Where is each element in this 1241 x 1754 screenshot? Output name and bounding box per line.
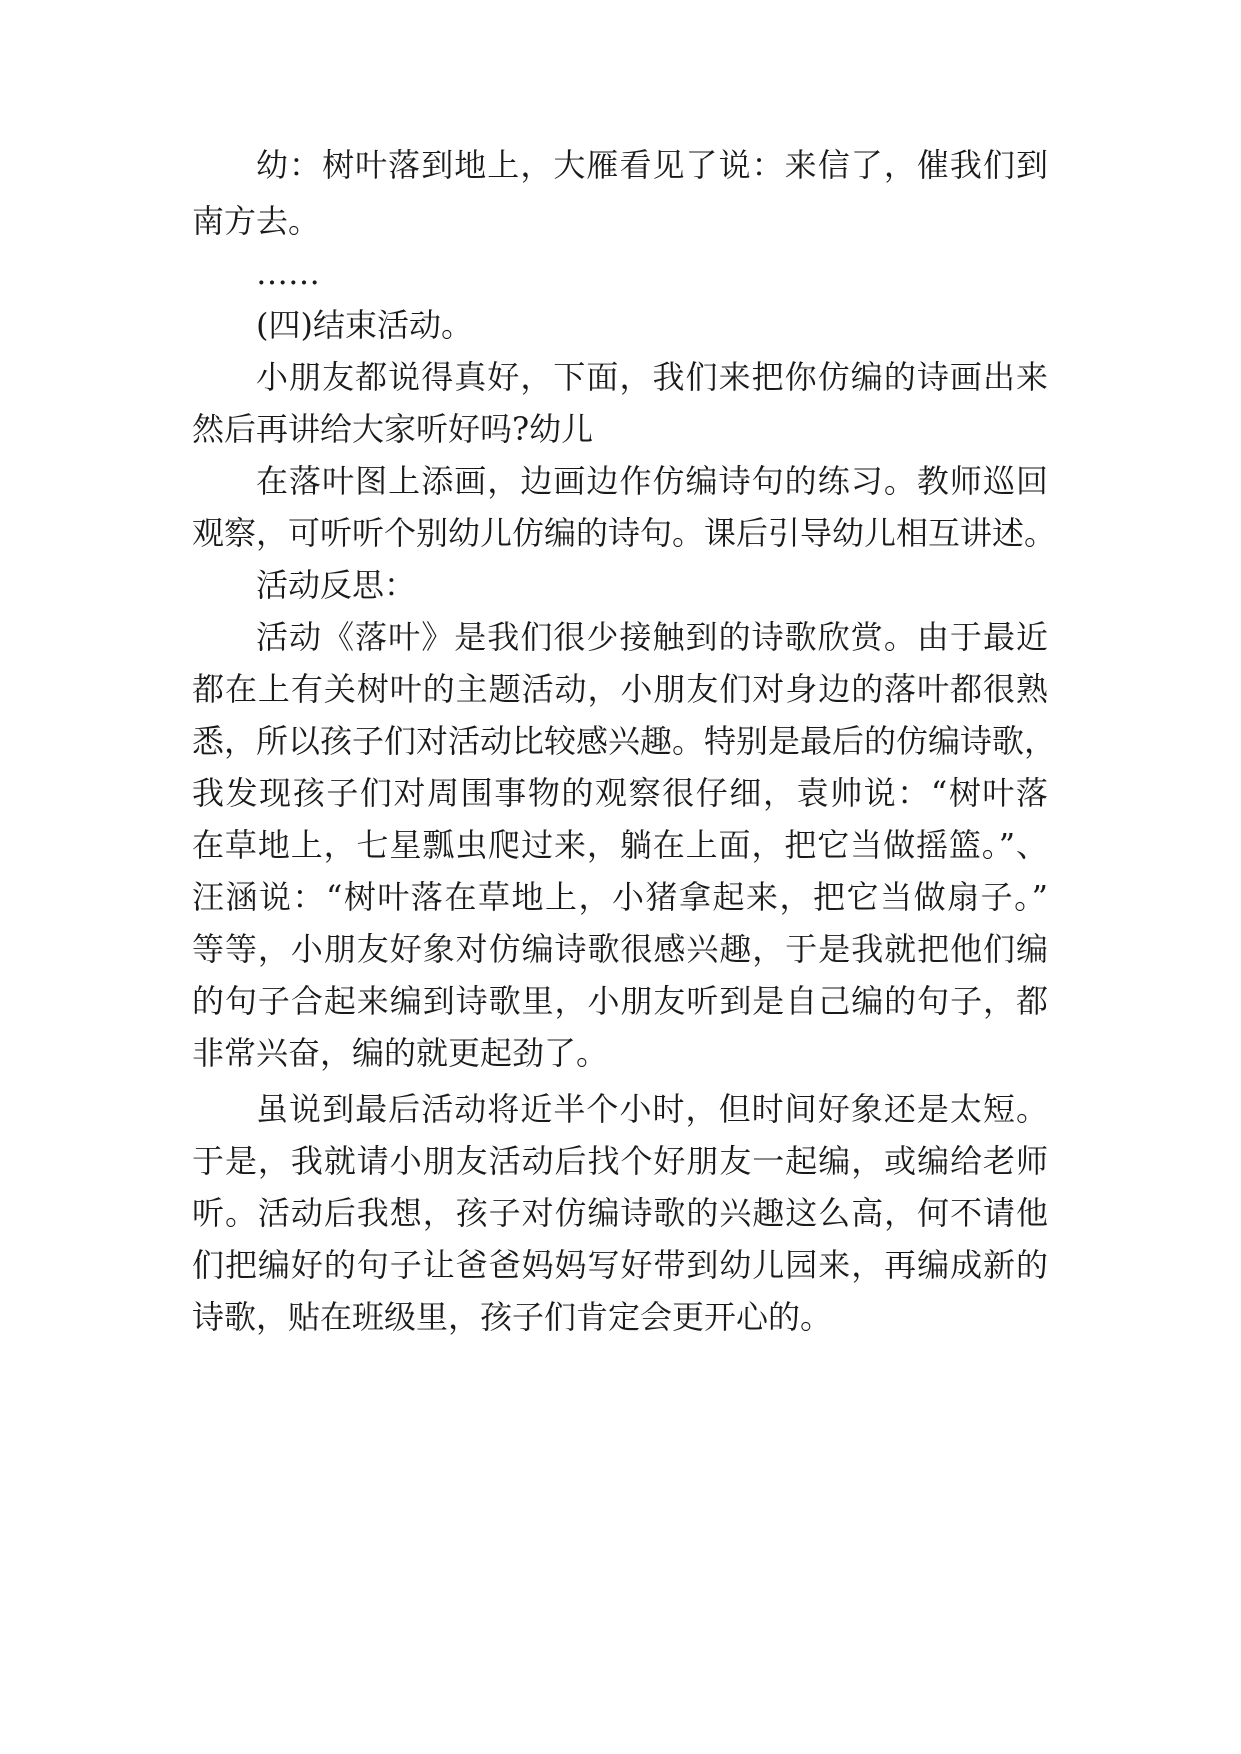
text-line: 活动《落叶》是我们很少接触到的诗歌欣赏。由于最近 [256, 618, 1048, 656]
text-line: 听。活动后我想，孩子对仿编诗歌的兴趣这么高，何不请他 [192, 1194, 1048, 1232]
text-line: 然后再讲给大家听好吗?幼儿 [192, 410, 594, 448]
text-line: 非常兴奋，编的就更起劲了。 [192, 1034, 609, 1072]
text-line: 虽说到最后活动将近半个小时，但时间好象还是太短。 [256, 1090, 1048, 1128]
section-heading: (四)结束活动。 [256, 306, 473, 344]
text-line: 幼：树叶落到地上，大雁看见了说：来信了，催我们到 [256, 146, 1048, 184]
text-line: 南方去。 [192, 202, 321, 240]
text-line: 的句子合起来编到诗歌里，小朋友听到是自己编的句子，都 [192, 982, 1048, 1020]
text-line: 等等，小朋友好象对仿编诗歌很感兴趣，于是我就把他们编 [192, 930, 1048, 968]
text-line: 们把编好的句子让爸爸妈妈写好带到幼儿园来，再编成新的 [192, 1246, 1048, 1284]
text-line: 在草地上，七星瓢虫爬过来，躺在上面，把它当做摇篮。”、 [192, 826, 1048, 864]
text-line: 我发现孩子们对周围事物的观察很仔细，袁帅说：“树叶落 [192, 774, 1048, 812]
text-line: 悉，所以孩子们对活动比较感兴趣。特别是最后的仿编诗歌， [192, 722, 1057, 760]
text-line: 于是，我就请小朋友活动后找个好朋友一起编，或编给老师 [192, 1142, 1048, 1180]
text-line: 小朋友都说得真好，下面，我们来把你仿编的诗画出来 [256, 358, 1048, 396]
text-line: 观察，可听听个别幼儿仿编的诗句。课后引导幼儿相互讲述。 [192, 514, 1057, 552]
section-heading: 活动反思： [256, 566, 417, 604]
text-line: 在落叶图上添画，边画边作仿编诗句的练习。教师巡回 [256, 462, 1048, 500]
text-line: …… [256, 254, 320, 292]
text-line: 诗歌，贴在班级里，孩子们肯定会更开心的。 [192, 1298, 833, 1336]
text-line: 都在上有关树叶的主题活动，小朋友们对身边的落叶都很熟 [192, 670, 1048, 708]
text-line: 汪涵说：“树叶落在草地上，小猪拿起来，把它当做扇子。” [192, 878, 1048, 916]
